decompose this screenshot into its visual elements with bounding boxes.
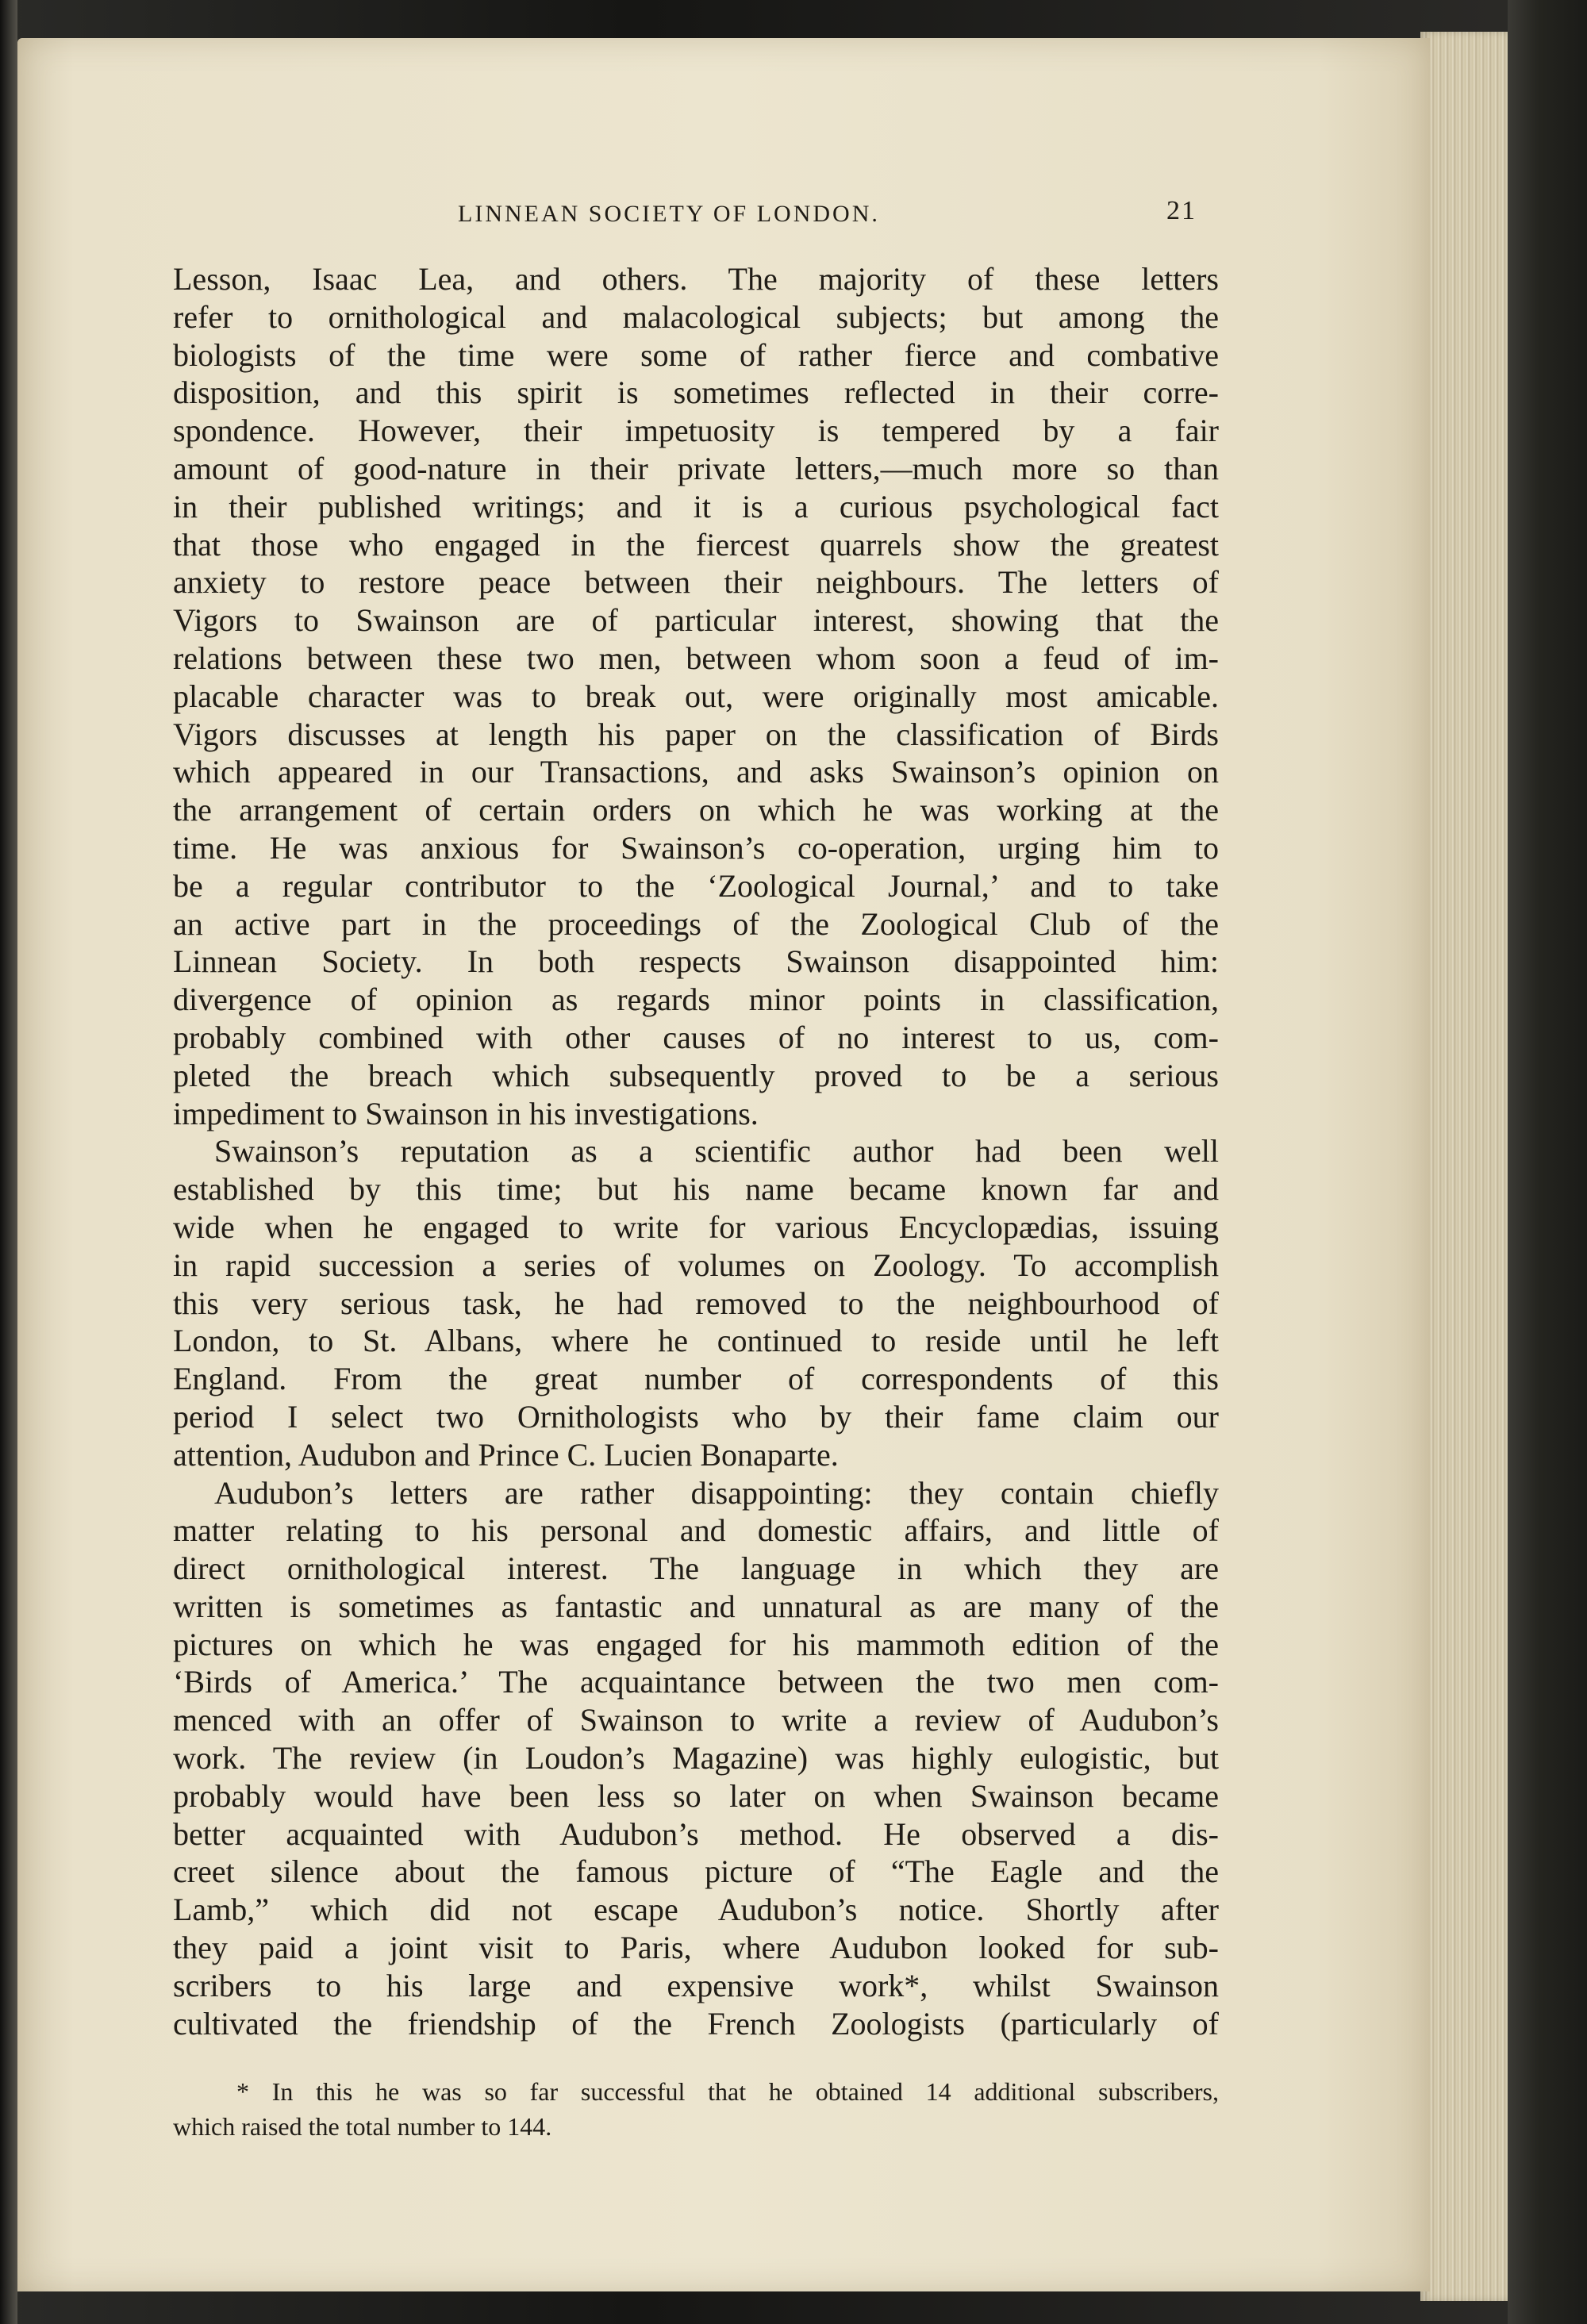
text-line: in rapid succession a series of volumes on Zoology. To accomplish: [173, 1247, 1219, 1283]
text-line: Linnean Society. In both respects Swainson disappointed him:: [173, 943, 1219, 980]
text-line: that those who engaged in the fiercest quarrels show the greatest: [173, 526, 1219, 563]
text-line: which appeared in our Transactions, and asks Swainson’s opinion on: [173, 754, 1219, 790]
text-line: England. From the great number of correspondents of this: [173, 1361, 1219, 1397]
text-line: pleted the breach which subsequently proved to be a serious: [173, 1057, 1219, 1093]
text-line: probably would have been less so later on when Swainson became: [173, 1777, 1219, 1814]
text-line: Vigors to Swainson are of particular interest, showing that the: [173, 602, 1219, 639]
text-line: they paid a joint visit to Paris, where Audubon looked for sub-: [173, 1930, 1219, 1966]
text-line: Audubon’s letters are rather disappointing: they contain chiefly: [214, 1474, 1219, 1511]
text-line: established by this time; but his name became known far and: [173, 1171, 1219, 1208]
text-line: written is sometimes as fantastic and unnatural as are many of the: [173, 1588, 1219, 1624]
text-line: creet silence about the famous picture of “The Eagle and the: [173, 1853, 1219, 1890]
footnote-line: * In this he was so far successful that he obtained 14 additional subscribers,: [236, 2077, 1219, 2106]
text-line: this very serious task, he had removed to the neighbourhood of: [173, 1285, 1219, 1321]
text-line: spondence. However, their impetuosity is tempered by a fair: [173, 413, 1219, 449]
footnote: [173, 2074, 1219, 2144]
text-line: relations between these two men, between whom soon a feud of im-: [173, 640, 1219, 676]
text-line: probably combined with other causes of no interest to us, com-: [173, 1019, 1219, 1055]
text-line: direct ornithological interest. The language in which they are: [173, 1550, 1219, 1587]
text-line: be a regular contributor to the ‘Zoological Journal,’ and to take: [173, 867, 1219, 904]
text-line: Vigors discusses at length his paper on the classification of Birds: [173, 716, 1219, 752]
text-line: impediment to Swainson in his investigations.: [173, 1095, 759, 1131]
text-line: refer to ornithological and malacological subjects; but among the: [173, 298, 1219, 335]
text-line: menced with an offer of Swainson to write a review of Audubon’s: [173, 1702, 1219, 1738]
text-line: wide when he engaged to write for various Encyclopædias, issuing: [173, 1208, 1219, 1245]
running-head-title: LINNEAN SOCIETY OF LONDON.: [458, 201, 880, 227]
text-line: an active part in the proceedings of the Zoological Club of the: [173, 905, 1219, 942]
text-line: pictures on which he was engaged for his mammoth edition of the: [173, 1626, 1219, 1662]
page-edges: [1420, 32, 1508, 2301]
text-line: placable character was to break out, were originally most amicable.: [173, 678, 1219, 714]
text-line: anxiety to restore peace between their neighbours. The letters of: [173, 564, 1219, 601]
running-head: [17, 196, 1430, 232]
text-line: biologists of the time were some of rather fierce and combative: [173, 336, 1219, 373]
text-line: divergence of opinion as regards minor points in classification,: [173, 981, 1219, 1018]
text-line: Lesson, Isaac Lea, and others. The majority of these letters: [173, 261, 1219, 297]
text-line: cultivated the friendship of the French Zoologists (particularly of: [173, 2005, 1219, 2042]
text-line: matter relating to his personal and domestic affairs, and little of: [173, 1512, 1219, 1549]
text-line: disposition, and this spirit is sometimes reflected in their corre-: [173, 375, 1219, 411]
text-line: the arrangement of certain orders on which he was working at the: [173, 792, 1219, 828]
facing-page-edge: [0, 0, 17, 2324]
text-line: period I select two Ornithologists who by their fame claim our: [173, 1398, 1219, 1435]
footnote-line: which raised the total number to 144.: [173, 2112, 552, 2141]
text-line: in their published writings; and it is a curious psychological fact: [173, 488, 1219, 524]
body-text: [173, 260, 1219, 2042]
text-line: ‘Birds of America.’ The acquaintance between the two men com-: [173, 1664, 1219, 1700]
text-line: London, to St. Albans, where he continued to reside until he left: [173, 1323, 1219, 1359]
text-line: attention, Audubon and Prince C. Lucien Bonaparte.: [173, 1436, 839, 1473]
text-line: amount of good-nature in their private letters,—much more so than: [173, 450, 1219, 486]
text-line: Lamb,” which did not escape Audubon’s notice. Shortly after: [173, 1892, 1219, 1928]
text-line: time. He was anxious for Swainson’s co-operation, urging him to: [173, 829, 1219, 866]
page-number: 21: [1166, 196, 1197, 225]
text-line: Swainson’s reputation as a scientific author had been well: [214, 1133, 1219, 1170]
text-line: better acquainted with Audubon’s method. He observed a dis-: [173, 1815, 1219, 1852]
book-cover-edge: [1508, 0, 1587, 2324]
text-line: work. The review (in Loudon’s Magazine) was highly eulogistic, but: [173, 1740, 1219, 1777]
text-line: scribers to his large and expensive work*, whilst Swainson: [173, 1967, 1219, 2003]
page: [17, 38, 1430, 2291]
